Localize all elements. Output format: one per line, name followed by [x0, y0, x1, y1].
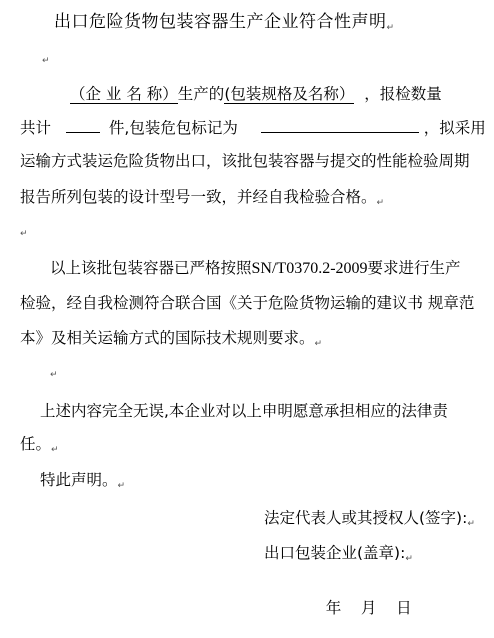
legal-representative-signature: 法定代表人或其授权人(签字):↵	[264, 509, 475, 529]
signature-date: 年 月 日	[325, 599, 412, 617]
para2-line1: 以上该批包装容器已严格按照SN/T0370.2-2009要求进行生产	[50, 259, 461, 277]
paragraph-mark: ↵	[386, 23, 395, 33]
paragraph-mark: ↵	[50, 370, 58, 380]
para1-line2: 共计 件,包装危包标记为 ，拟采用	[20, 119, 486, 137]
paragraph-mark: ↵	[117, 481, 126, 491]
package-spec-field: (包装规格及名称）	[224, 85, 355, 103]
para1-line4: 报告所列包装的设计型号一致，并经自我检验合格。↵	[20, 188, 385, 208]
paragraph-mark: ↵	[376, 198, 385, 208]
para1-line1: （企 业 名 称）生产的(包装规格及名称） ，报检数量	[70, 85, 442, 103]
para3-line1: 上述内容完全无误,本企业对以上申明愿意承担相应的法律责	[40, 402, 448, 420]
quantity-blank	[66, 118, 100, 133]
enterprise-seal: 出口包装企业(盖章):↵	[264, 544, 413, 564]
paragraph-mark: ↵	[467, 519, 475, 529]
paragraph-mark: ↵	[42, 56, 50, 66]
para3-line2: 任。↵	[20, 435, 59, 455]
paragraph-mark: ↵	[51, 445, 59, 455]
document-title: 出口危险货物包装容器生产企业符合性声明↵	[54, 12, 395, 33]
paragraph-mark: ↵	[405, 554, 413, 564]
hazard-mark-blank	[261, 118, 419, 133]
para2-line3: 本》及相关运输方式的国际技术规则要求。↵	[20, 329, 323, 349]
paragraph-mark: ↵	[314, 339, 323, 349]
para2-line2: 检验，经自我检测符合联合国《关于危险货物运输的建议书 规章范	[20, 294, 475, 312]
company-name-field: （企 业 名 称）	[70, 85, 178, 103]
closing-statement: 特此声明。↵	[40, 471, 126, 491]
para1-line3: 运输方式装运危险货物出口，该批包装容器与提交的性能检验周期	[20, 152, 470, 170]
standard-code: SN/T0370.2-2009	[251, 260, 368, 277]
paragraph-mark: ↵	[20, 229, 28, 239]
